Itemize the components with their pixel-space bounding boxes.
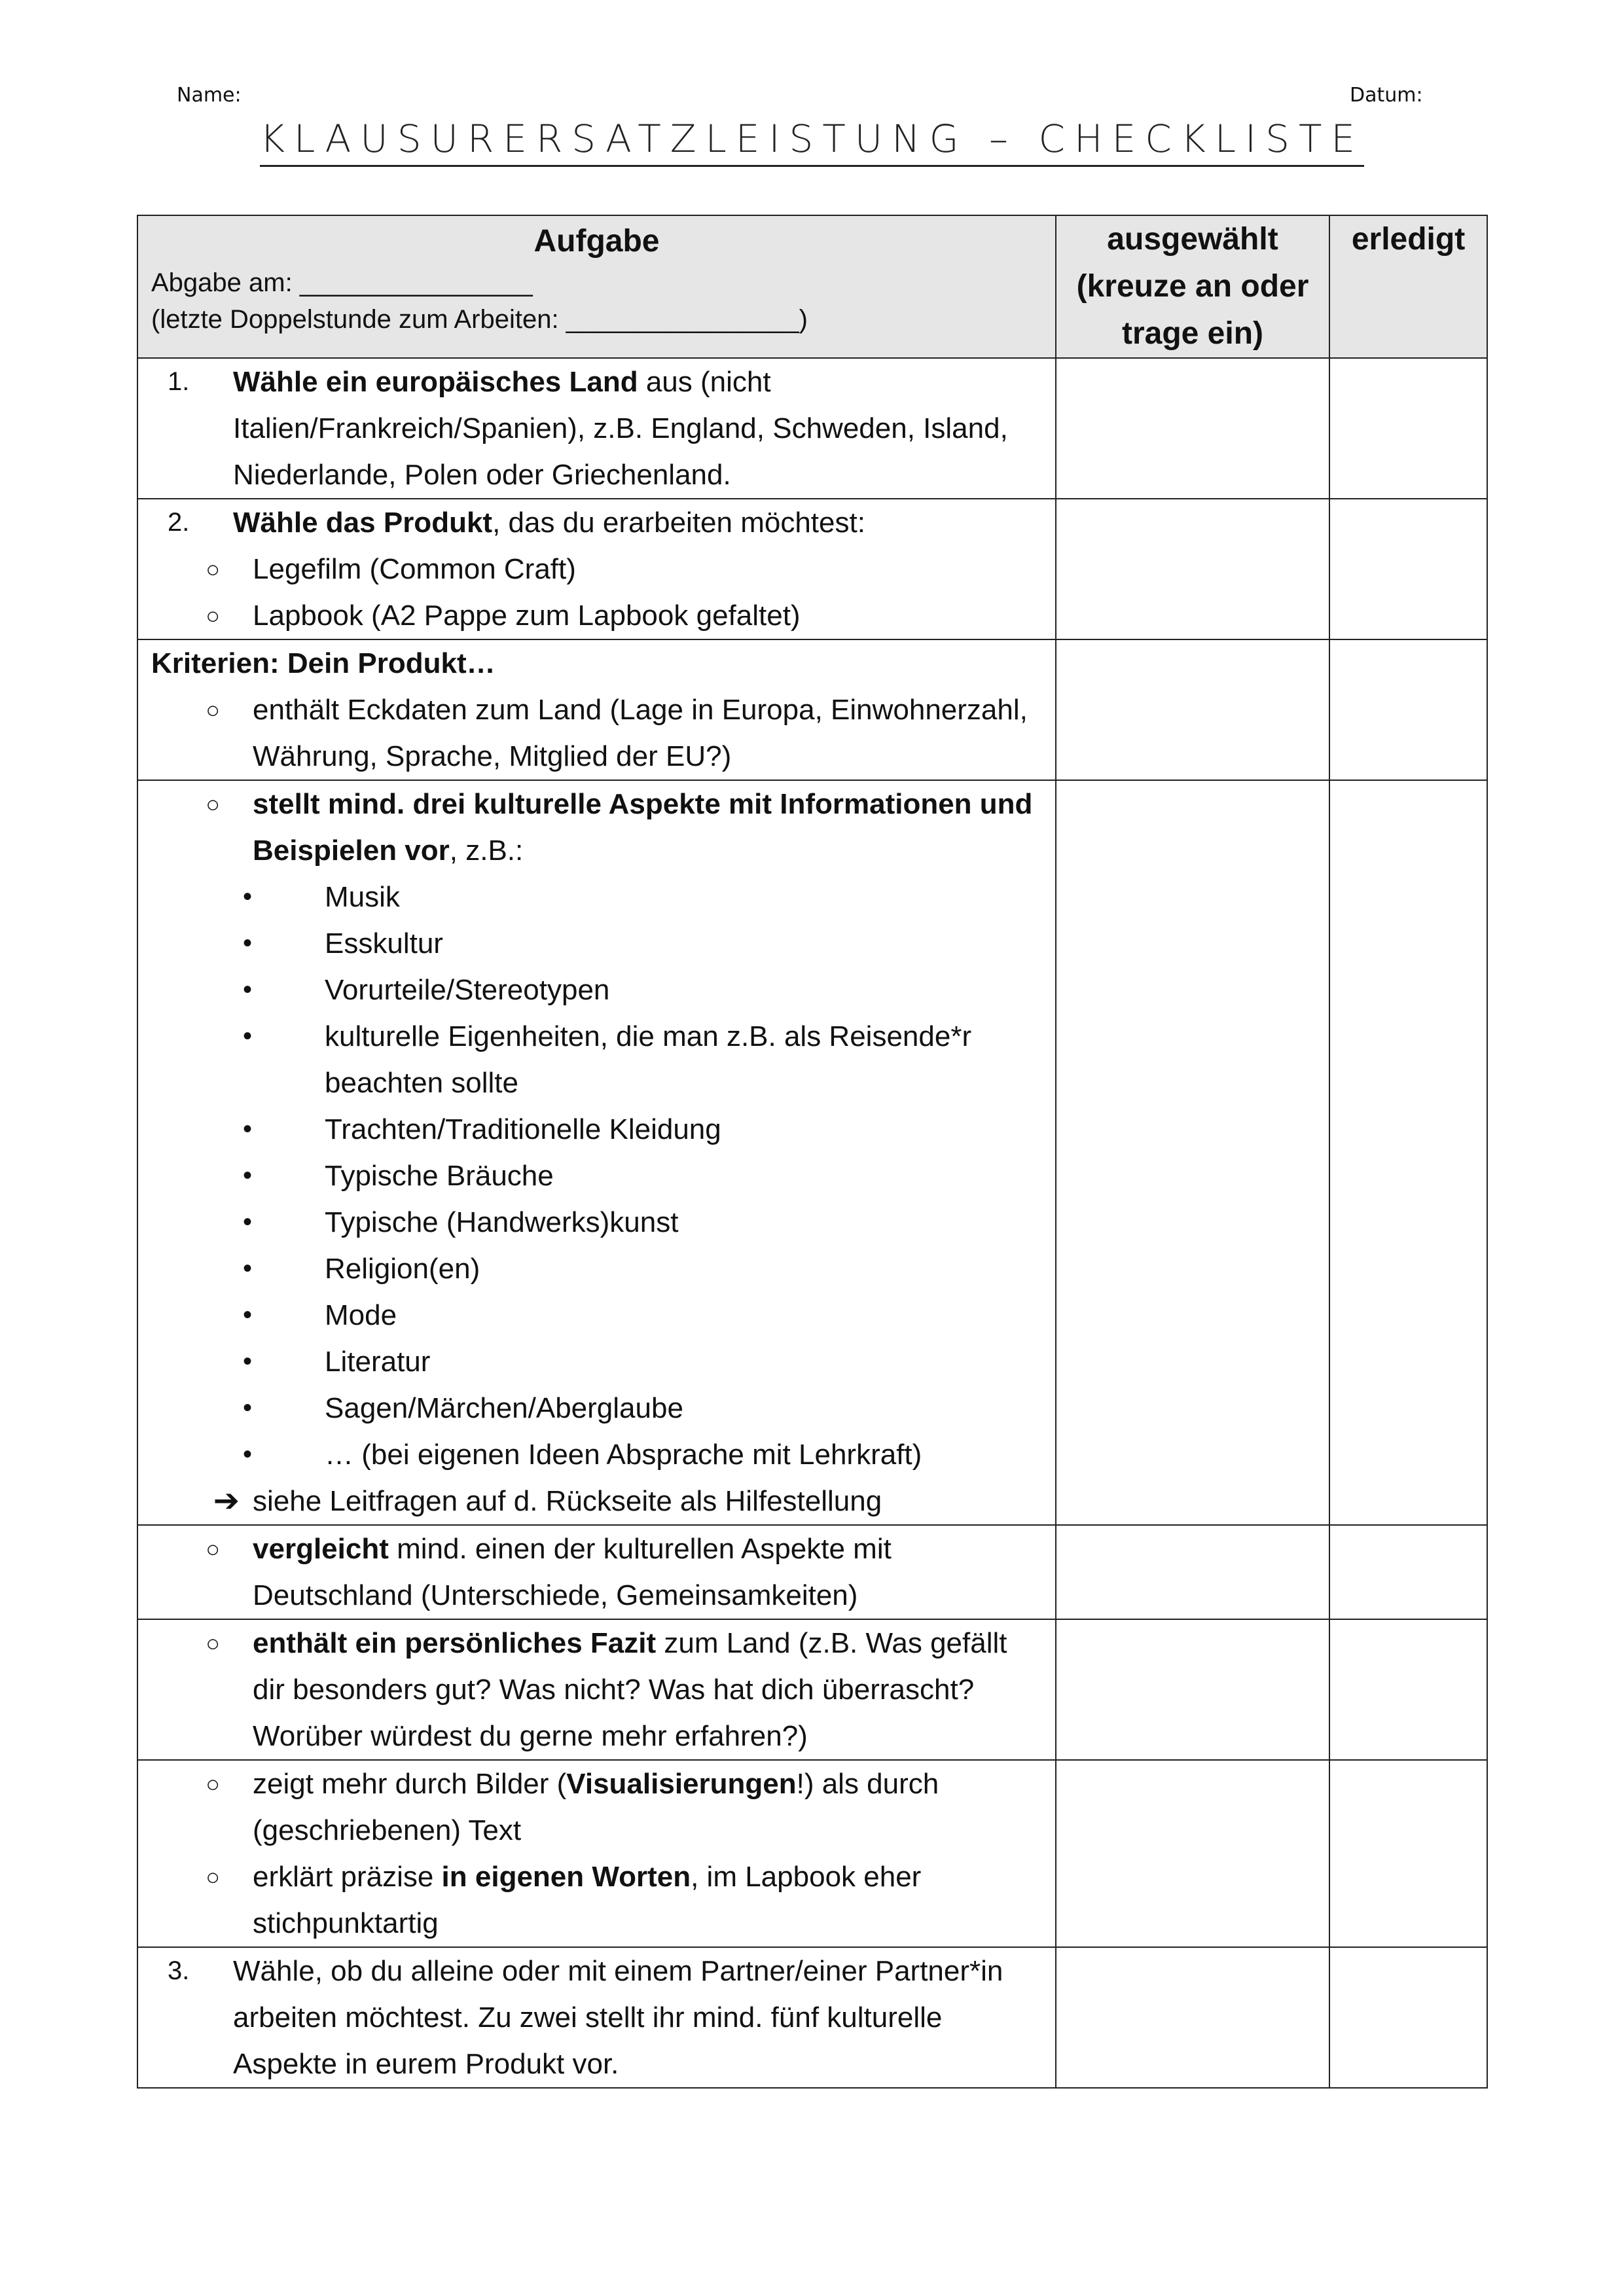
- selected-cell[interactable]: [1056, 499, 1329, 639]
- aspect-list: [138, 874, 1055, 1478]
- selected-cell[interactable]: [1056, 639, 1329, 780]
- criteria-heading: Kriterien: Dein Produkt…: [151, 647, 496, 679]
- dot-bullet-icon: •: [243, 1300, 253, 1329]
- aspect-text: Mode: [325, 1299, 397, 1331]
- criteria-cell-fazit: [137, 1619, 1056, 1760]
- criteria-cell-facts: [137, 639, 1056, 780]
- task-cell-1: [137, 358, 1056, 499]
- circle-bullet-icon: ○: [206, 1535, 220, 1562]
- datum-label: Datum:: [1350, 84, 1423, 107]
- aspect-item: [138, 967, 1055, 1013]
- aspect-text: kulturelle Eigenheiten, die man z.B. als Reisende*r beachten sollte: [325, 1020, 972, 1099]
- aspect-item: [138, 1385, 1055, 1431]
- circle-bullet-icon: ○: [206, 791, 220, 817]
- criterion-bold: in eigenen Worten: [441, 1861, 691, 1893]
- circle-bullet-icon: ○: [206, 556, 220, 583]
- task-text: , das du erarbeiten möchtest:: [492, 507, 865, 539]
- circle-bullet-icon: ○: [206, 602, 220, 629]
- table-row: [137, 358, 1487, 499]
- done-cell[interactable]: [1329, 1947, 1487, 2088]
- criteria-cell-compare: [137, 1525, 1056, 1619]
- dot-bullet-icon: •: [243, 1208, 253, 1236]
- task-number: 2.: [168, 508, 190, 537]
- aspect-item: [138, 920, 1055, 967]
- task-text: Wähle, ob du alleine oder mit einem Partner/einer Partner*in arbeiten möchtest. Zu zwei stellt ihr mind. fünf kulturelle Aspekte in eurem Produkt vor.: [233, 1955, 1003, 2080]
- dot-bullet-icon: •: [243, 1440, 253, 1469]
- due-date-line: Abgabe am: ________________: [151, 268, 533, 297]
- aspect-text: Esskultur: [325, 927, 443, 960]
- criterion-bold: vergleicht: [253, 1533, 389, 1565]
- circle-bullet-icon: ○: [206, 1630, 220, 1657]
- dot-bullet-icon: •: [243, 975, 253, 1004]
- selected-cell[interactable]: [1056, 1525, 1329, 1619]
- product-option: Lapbook (A2 Pappe zum Lapbook gefaltet): [253, 600, 801, 632]
- table-header-row: [137, 215, 1487, 358]
- aspect-item: [138, 1338, 1055, 1385]
- aspect-text: Sagen/Märchen/Aberglaube: [325, 1392, 683, 1424]
- dot-bullet-icon: •: [243, 1393, 253, 1422]
- selected-cell[interactable]: [1056, 358, 1329, 499]
- table-row: [137, 499, 1487, 639]
- criterion-bold: enthält ein persönliches Fazit: [253, 1627, 657, 1659]
- table-row: [137, 1525, 1487, 1619]
- header-task-title: Aufgabe: [533, 224, 660, 259]
- hint-text: siehe Leitfragen auf d. Rückseite als Hilfestellung: [253, 1485, 882, 1517]
- table-row: [137, 1760, 1487, 1947]
- table-row: [137, 639, 1487, 780]
- table-row: [137, 780, 1487, 1525]
- criterion-text: !) als durch (geschriebenen) Text: [253, 1768, 939, 1846]
- aspect-text: Religion(en): [325, 1253, 480, 1285]
- aspect-item: [138, 1292, 1055, 1338]
- header-selected: ausgewählt (kreuze an oder trage ein): [1056, 215, 1329, 358]
- done-cell[interactable]: [1329, 1525, 1487, 1619]
- criterion-text: erklärt präzise: [253, 1861, 442, 1893]
- done-cell[interactable]: [1329, 639, 1487, 780]
- aspect-item: [138, 1431, 1055, 1478]
- criterion-text: enthält Eckdaten zum Land (Lage in Europa, Einwohnerzahl, Währung, Sprache, Mitglied der EU?): [253, 694, 1028, 772]
- aspect-text: Literatur: [325, 1346, 431, 1378]
- last-session-line: (letzte Doppelstunde zum Arbeiten: ________________): [151, 305, 808, 334]
- aspect-text: Typische (Handwerks)kunst: [325, 1206, 679, 1238]
- aspect-item: [138, 1246, 1055, 1292]
- page-title-text: KLAUSURERSATZLEISTUNG – CHECKLISTE: [260, 117, 1364, 167]
- aspect-text: Typische Bräuche: [325, 1160, 554, 1192]
- aspect-item: [138, 1153, 1055, 1199]
- aspect-text: Trachten/Traditionelle Kleidung: [325, 1113, 721, 1145]
- task-number: 3.: [168, 1956, 190, 1985]
- criterion-text: , z.B.:: [449, 834, 524, 867]
- aspect-item: [138, 1013, 1055, 1106]
- task-cell-2: [137, 499, 1056, 639]
- done-cell[interactable]: [1329, 1619, 1487, 1760]
- criterion-text: , im Lapbook eher stichpunktartig: [253, 1861, 922, 1939]
- arrow-right-icon: ➔: [213, 1484, 240, 1518]
- product-option: Legefilm (Common Craft): [253, 553, 576, 585]
- table-row: [137, 1947, 1487, 2088]
- aspect-item: [138, 1106, 1055, 1153]
- task-number: 1.: [168, 367, 190, 396]
- selected-cell[interactable]: [1056, 1760, 1329, 1947]
- circle-bullet-icon: ○: [206, 696, 220, 723]
- aspect-text: Musik: [325, 881, 400, 913]
- task-bold: Wähle ein europäisches Land: [233, 366, 638, 398]
- circle-bullet-icon: ○: [206, 1863, 220, 1890]
- dot-bullet-icon: •: [243, 1115, 253, 1143]
- aspect-text: … (bei eigenen Ideen Absprache mit Lehrkraft): [325, 1439, 922, 1471]
- criteria-cell-style: [137, 1760, 1056, 1947]
- aspect-item: [138, 1199, 1055, 1246]
- header-done: erledigt: [1329, 215, 1487, 358]
- aspect-text: Vorurteile/Stereotypen: [325, 974, 610, 1006]
- dot-bullet-icon: •: [243, 1254, 253, 1283]
- done-cell[interactable]: [1329, 358, 1487, 499]
- criterion-text: zum Land (z.B. Was gefällt dir besonders gut? Was nicht? Was hat dich überrascht? Worüber würdest du gerne mehr erfahren?): [253, 1627, 1007, 1752]
- done-cell[interactable]: [1329, 780, 1487, 1525]
- task-cell-3: [137, 1947, 1056, 2088]
- criteria-cell-culture: [137, 780, 1056, 1525]
- table-row: [137, 1619, 1487, 1760]
- dot-bullet-icon: •: [243, 882, 253, 911]
- aspect-item: [138, 874, 1055, 920]
- selected-cell[interactable]: [1056, 1619, 1329, 1760]
- dot-bullet-icon: •: [243, 1161, 253, 1190]
- done-cell[interactable]: [1329, 499, 1487, 639]
- selected-cell[interactable]: [1056, 780, 1329, 1525]
- circle-bullet-icon: ○: [206, 1770, 220, 1797]
- criterion-text: zeigt mehr durch Bilder (: [253, 1768, 567, 1800]
- task-bold: Wähle das Produkt: [233, 507, 493, 539]
- checklist-table: [137, 215, 1488, 2089]
- selected-cell[interactable]: [1056, 1947, 1329, 2088]
- dot-bullet-icon: •: [243, 1022, 253, 1050]
- criterion-text: mind. einen der kulturellen Aspekte mit Deutschland (Unterschiede, Gemeinsamkeiten): [253, 1533, 892, 1611]
- dot-bullet-icon: •: [243, 929, 253, 958]
- dot-bullet-icon: •: [243, 1347, 253, 1376]
- task-text: aus (nicht Italien/Frankreich/Spanien), z.B. England, Schweden, Island, Niederlande, Polen oder Griechenland.: [233, 366, 1008, 491]
- done-cell[interactable]: [1329, 1760, 1487, 1947]
- name-label: Name:: [177, 84, 242, 107]
- criterion-bold: stellt mind. drei kulturelle Aspekte mit Informationen und Beispielen vor: [253, 788, 1033, 867]
- criterion-bold: Visualisierungen: [566, 1768, 797, 1800]
- header-task: [137, 215, 1056, 358]
- page-title: [0, 117, 1624, 161]
